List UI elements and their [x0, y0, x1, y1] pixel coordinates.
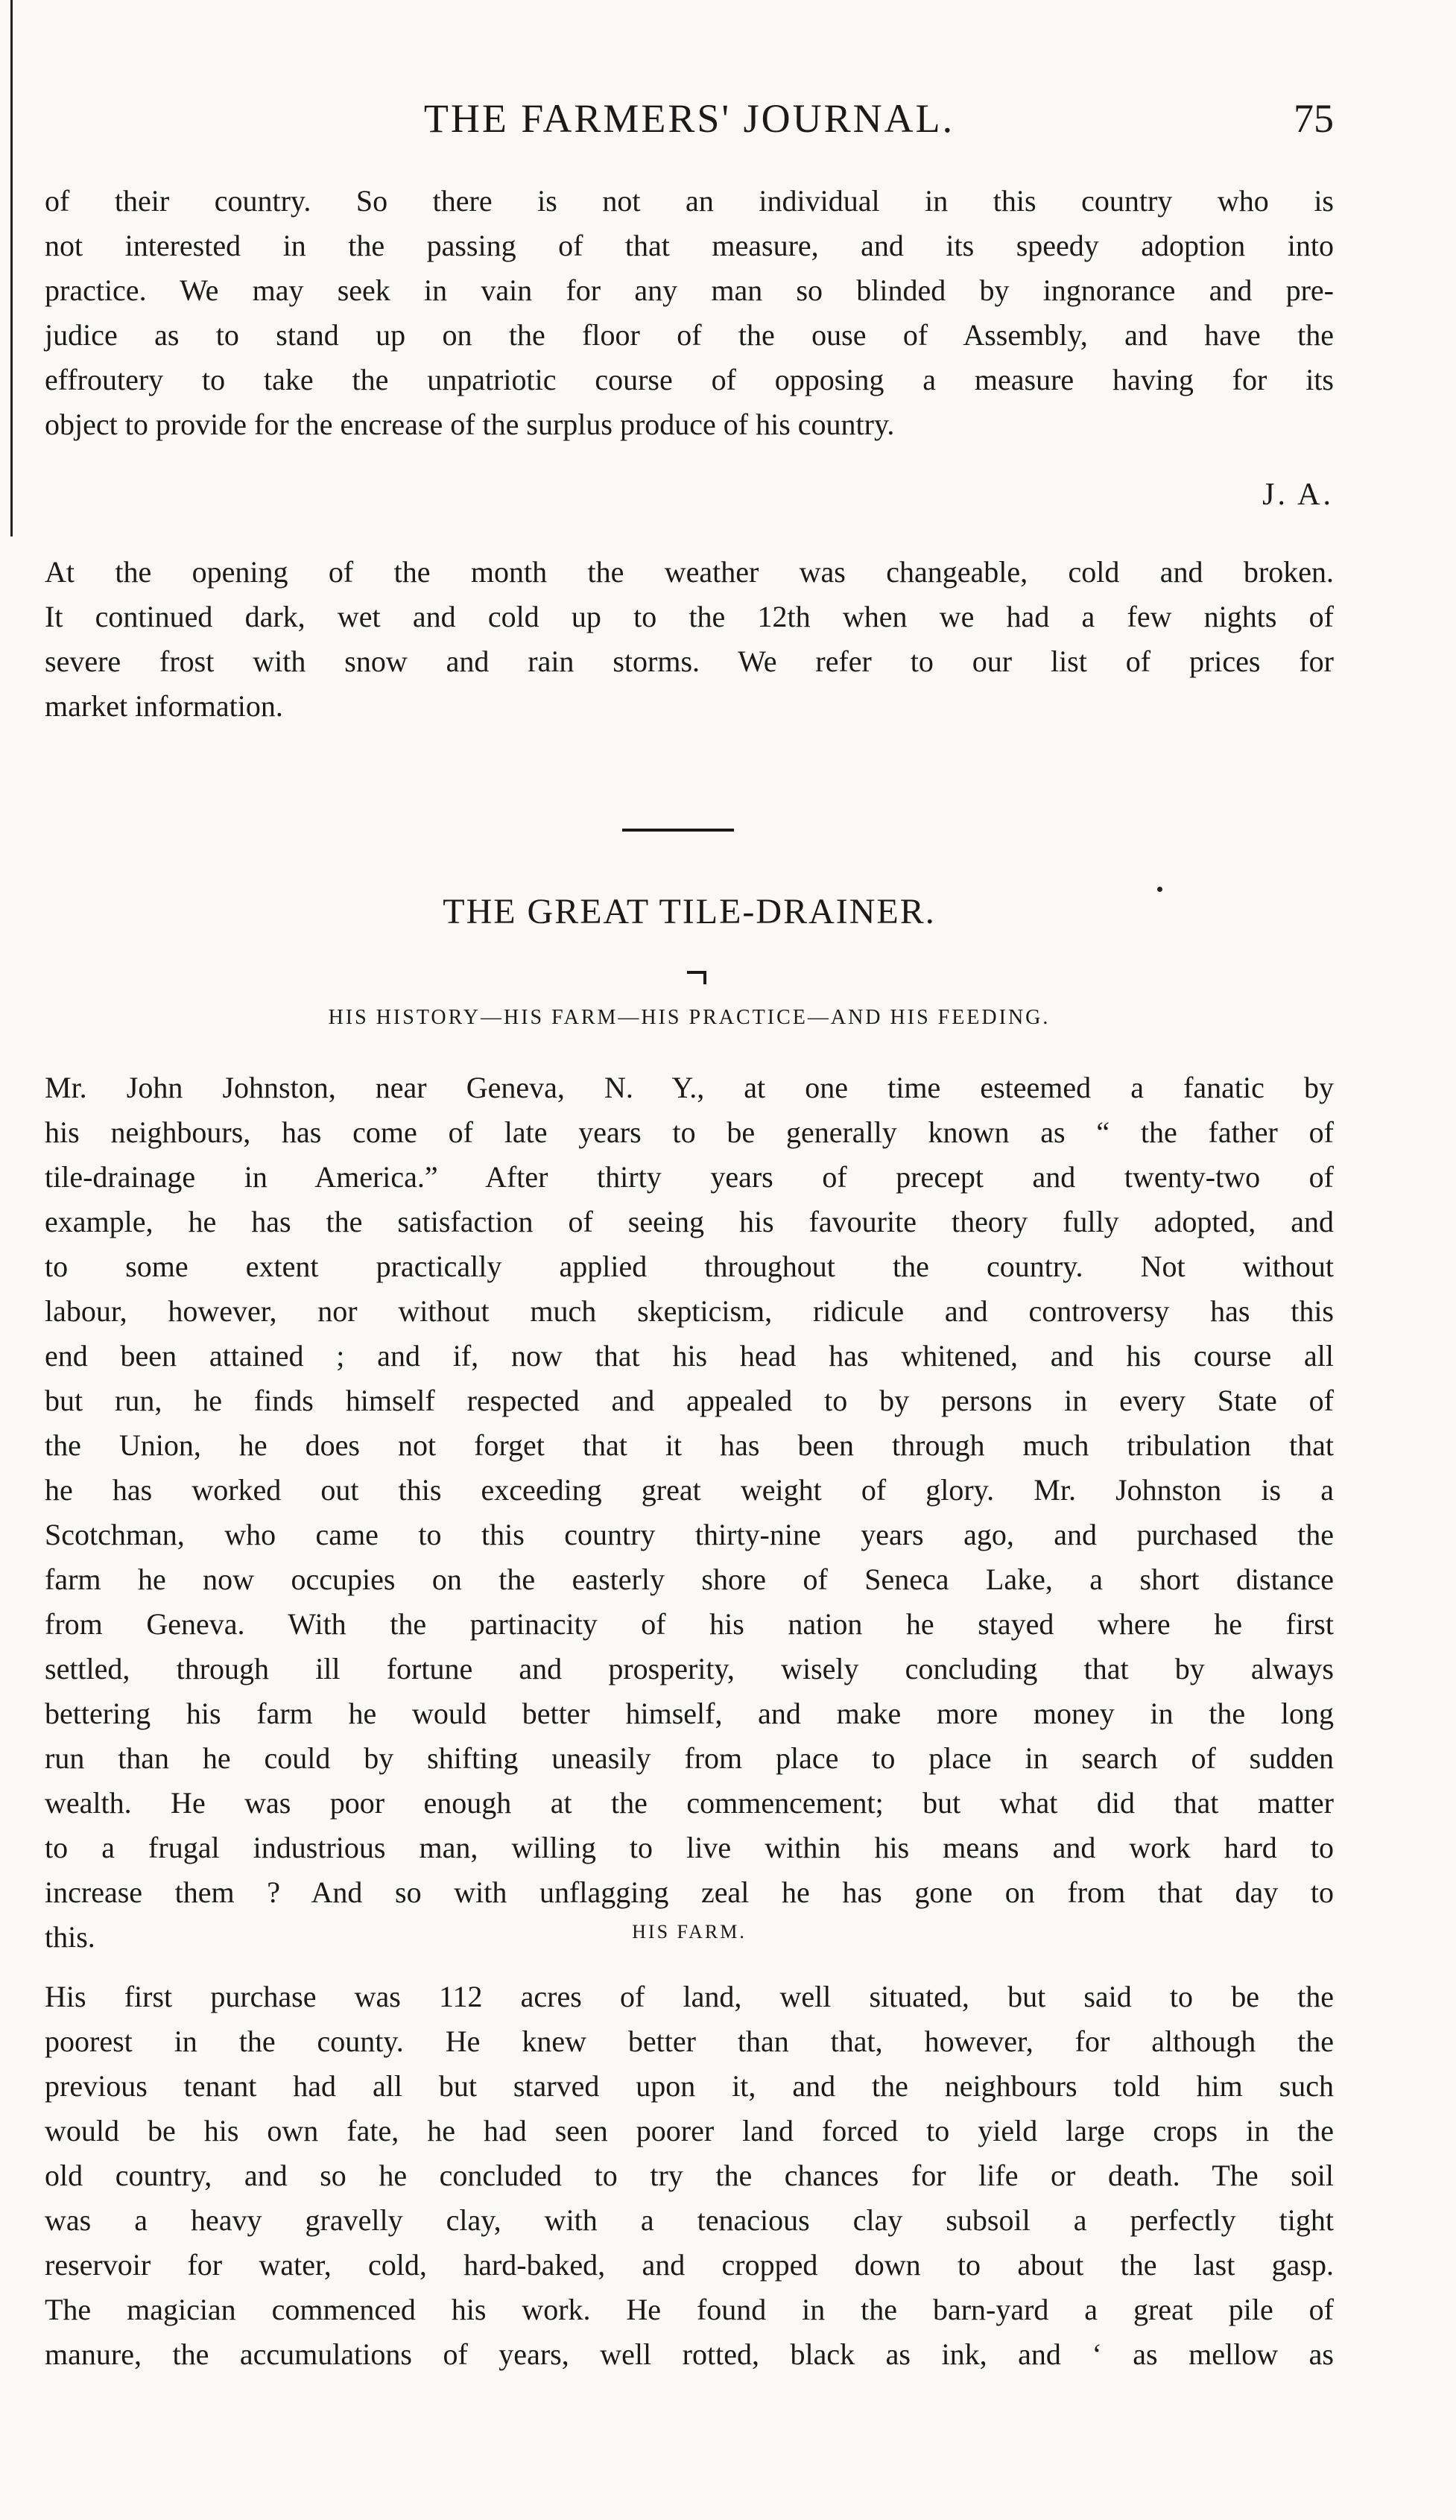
margin-rule: [10, 0, 13, 536]
text-line: previous tenant had all but starved upon it, and the neighbours told him such: [45, 2069, 1334, 2103]
text-line: run than he could by shifting uneasily from place to place in search of sudden: [45, 1741, 1334, 1775]
text-line: example, he has the satisfaction of seeing his favourite theory fully adopted, and: [45, 1205, 1334, 1238]
text-line: effroutery to take the unpatriotic course of opposing a measure having for its: [45, 363, 1334, 396]
text-line: practice. We may seek in vain for any man so blinded by ingnorance and pre-: [45, 273, 1334, 307]
text-line: his neighbours, has come of late years to be generally known as “ the father of: [45, 1115, 1334, 1149]
text-line: old country, and so he concluded to try the chances for life or death. The soil: [45, 2159, 1334, 2192]
text-line: market information.: [45, 689, 283, 723]
letter-signature: J. A.: [1262, 478, 1334, 512]
article-paragraph: [45, 1066, 1334, 1960]
text-line: object to provide for the encrease of the surplus produce of his country.: [45, 408, 895, 441]
text-line: severe frost with snow and rain storms. We refer to our list of prices for: [45, 645, 1334, 678]
section-divider-rule: [622, 829, 734, 832]
text-line: was a heavy gravelly clay, with a tenacious clay subsoil a perfectly tight: [45, 2203, 1334, 2237]
text-line: manure, the accumulations of years, well rotted, black as ink, and ‘ as mellow as: [45, 2337, 1334, 2371]
running-head: [45, 95, 1334, 148]
text-line: reservoir for water, cold, hard-baked, and cropped down to about the last gasp.: [45, 2248, 1334, 2282]
text-line: farm he now occupies on the easterly shore of Seneca Lake, a short distance: [45, 1563, 1334, 1596]
text-line: His first purchase was 112 acres of land, well situated, but said to be the: [45, 1980, 1334, 2013]
text-line: to some extent practically applied throughout the country. Not without: [45, 1250, 1334, 1283]
text-line: poorest in the county. He knew better than that, however, for although the: [45, 2024, 1334, 2058]
letter-paragraph: [45, 179, 1334, 447]
text-line: At the opening of the month the weather was changeable, cold and broken.: [45, 555, 1334, 589]
text-line: of their country. So there is not an individual in this country who is: [45, 184, 1334, 218]
text-line: would be his own fate, he had seen poorer land forced to yield large crops in the: [45, 2114, 1334, 2147]
text-line: from Geneva. With the partinacity of his nation he stayed where he first: [45, 1607, 1334, 1641]
text-line: the Union, he does not forget that it has been through much tribulation that: [45, 1428, 1334, 1462]
text-line: not interested in the passing of that measure, and its speedy adoption into: [45, 229, 1334, 262]
text-line: wealth. He was poor enough at the commencement; but what did that matter: [45, 1786, 1334, 1820]
page-number: 75: [1294, 96, 1334, 141]
weather-paragraph: [45, 550, 1334, 729]
text-line: he has worked out this exceeding great weight of glory. Mr. Johnston is a: [45, 1473, 1334, 1507]
text-line: settled, through ill fortune and prosperity, wisely concluding that by always: [45, 1652, 1334, 1685]
text-line: Scotchman, who came to this country thirty-nine years ago, and purchased the: [45, 1518, 1334, 1551]
text-line: to a frugal industrious man, willing to live within his means and work hard to: [45, 1831, 1334, 1864]
ornament-mark: [687, 971, 706, 974]
text-line: but run, he finds himself respected and appealed to by persons in every State of: [45, 1384, 1334, 1417]
article-title: THE GREAT TILE-DRAINER.: [443, 892, 936, 931]
text-line: increase them ? And so with unflagging zeal he has gone on from that day to: [45, 1875, 1334, 1909]
text-line: this.: [45, 1920, 95, 1954]
journal-title: THE FARMERS' JOURNAL.: [423, 96, 955, 141]
section-heading-farm: HIS FARM.: [632, 1921, 747, 1943]
text-line: tile-drainage in America.” After thirty years of precept and twenty-two of: [45, 1160, 1334, 1194]
farm-paragraph: [45, 1975, 1334, 2377]
text-line: It continued dark, wet and cold up to the 12th when we had a few nights of: [45, 600, 1334, 633]
text-line: labour, however, nor without much skepticism, ridicule and controversy has this: [45, 1294, 1334, 1328]
text-line: bettering his farm he would better himself, and make more money in the long: [45, 1697, 1334, 1730]
article-subtitle: HIS HISTORY—HIS FARM—HIS PRACTICE—AND HIS FEEDING.: [328, 1006, 1051, 1029]
text-line: end been attained ; and if, now that his head has whitened, and his course all: [45, 1339, 1334, 1373]
text-line: judice as to stand up on the floor of the ouse of Assembly, and have the: [45, 318, 1334, 352]
text-line: The magician commenced his work. He found in the barn-yard a great pile of: [45, 2293, 1334, 2326]
text-line: Mr. John Johnston, near Geneva, N. Y., at one time esteemed a fanatic by: [45, 1071, 1334, 1104]
